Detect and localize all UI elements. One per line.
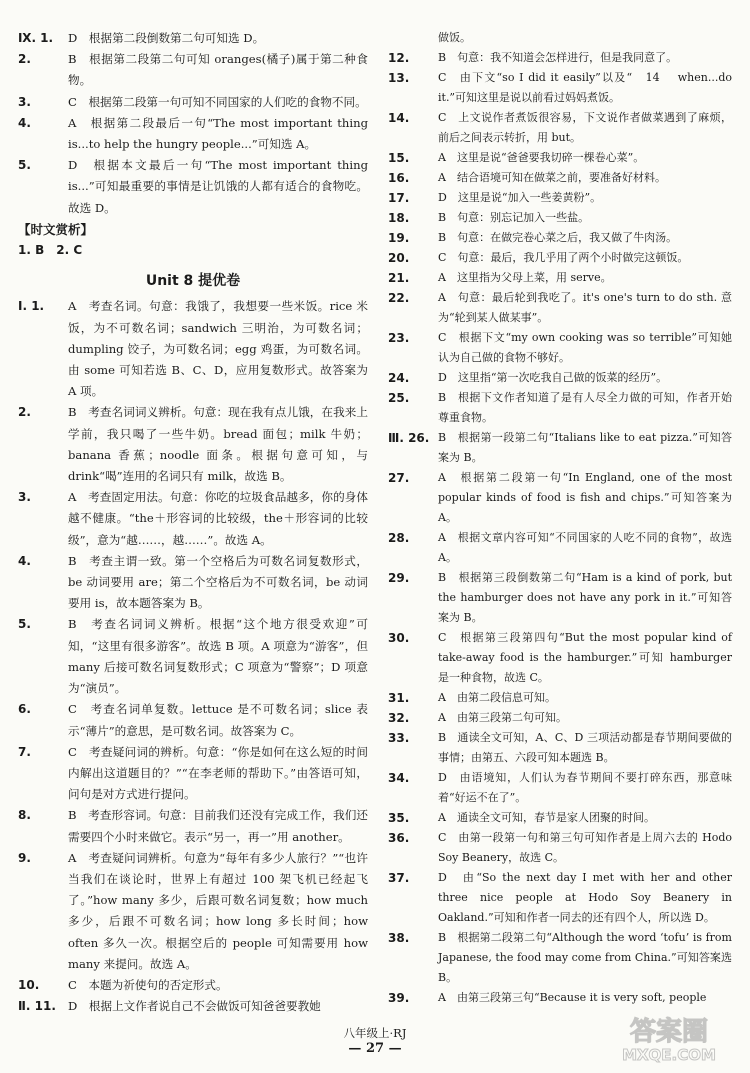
item-number: 36. <box>388 831 410 845</box>
answer-item <box>388 828 732 868</box>
item-text: D 根据本文最后一句“The most important thing is...”可知最重要的事情是让饥饿的人都有适合的食物吃。故选 D。 <box>68 158 368 215</box>
item-number: 21. <box>388 271 410 285</box>
answer-item <box>18 155 368 219</box>
item-text: B 考查名词词义辨析。根据“这个地方很受欢迎”可知，“这里有很多游客”。故选 B 项。A 项意为“游客”，但 many 后接可数名词复数形式；C 项意为“警察”；D 项意为“演员”。 <box>68 617 368 696</box>
answer-item <box>388 468 732 528</box>
item-text: A 根据第二段最后一句“The most important thing is...to help the hungry people...”可知选 A。 <box>68 115 368 152</box>
answer-item <box>18 551 368 615</box>
item-text: A 根据第二段第一句“In England, one of the most popular kinds of food is fish and chips.”可知答案为 A。 <box>438 471 732 524</box>
answer-item <box>388 808 732 828</box>
answer-item <box>18 49 368 91</box>
item-text: D 这里指“第一次吃我自己做的饭菜的经历”。 <box>438 371 668 384</box>
answer-item <box>18 92 368 113</box>
reading-appreciation-header: 【时文赏析】 <box>18 221 94 237</box>
item-number: 29. <box>388 571 410 585</box>
item-text: D 由“So the next day I met with her and other three nice people at Hodo Soy Beanery in Oakland.”可知和作者一同去的还有四个人，所以选 D。 <box>438 871 732 924</box>
item-number: 20. <box>388 251 410 265</box>
item-number: 30. <box>388 631 410 645</box>
svg-text:答案圈: 答案圈 <box>629 1017 709 1047</box>
answer-item <box>18 28 368 49</box>
item-text: B 句意：我不知道会怎样进行，但是我同意了。 <box>438 51 678 64</box>
answer-item <box>388 228 732 248</box>
item-number: 15. <box>388 151 410 165</box>
answer-item-continued <box>388 28 732 48</box>
item-text: A 考查疑问词辨析。句意为“每年有多少人旅行？”“也许当我们在谈论时，世界上有超过 100 架飞机已经起飞了。”how many 多少，后跟可数名词复数；how much 多少，后跟不可数名词；how long 多长时间；how often 多久一次。根据空后的 people 可知需要用 how many 来提问。故选 A。 <box>68 850 368 971</box>
item-text: A 这里是说“爸爸要我切碎一棵卷心菜”。 <box>438 151 645 164</box>
item-text: B 句意：别忘记加入一些盐。 <box>438 211 590 224</box>
item-text: C 根据下文“my own cooking was so terrible”可知她认为自己做的食物不够好。 <box>438 331 732 364</box>
item-number: 39. <box>388 991 410 1005</box>
answer-item <box>388 248 732 268</box>
item-text: B 根据第一段第二句“Italians like to eat pizza.”可知答案为 B。 <box>438 431 732 464</box>
item-text: A 由第二段信息可知。 <box>438 691 556 704</box>
answer-item <box>18 996 368 1017</box>
answer-item <box>388 988 732 1008</box>
answer-item <box>388 288 732 328</box>
item-text: C 根据第二段第一句可知不同国家的人们吃的食物不同。 <box>68 94 367 109</box>
answer-item <box>18 113 368 155</box>
item-text: C 考查疑问词的辨析。句意：“你是如何在这么短的时间内解出这道题目的？”“在李老师的帮助下。”由答语可知，问句是对方式进行提问。 <box>68 744 368 802</box>
answer-item <box>18 487 368 551</box>
answer-item <box>388 368 732 388</box>
item-number: 10. <box>18 977 40 992</box>
answer-item <box>388 928 732 988</box>
section-1-answers <box>18 296 368 996</box>
item-text: B 根据第二段第二句可知 oranges(橘子)属于第二种食物。 <box>68 52 368 88</box>
item-text: A 考查固定用法。句意：你吃的垃圾食品越多，你的身体越不健康。“the＋形容词的比较级，the＋形容词的比较级”，意为“越……，越……”。故选 A。 <box>68 490 368 547</box>
item-text: A 考查名词。句意：我饿了，我想要一些米饭。rice 米饭，为不可数名词；sandwich 三明治，为可数名词；dumpling 饺子，为可数名词；egg 鸡蛋，为可数名词。由 some 可知若选 B、C、D，应用复数形式。故答案为 A 项。 <box>68 299 368 399</box>
item-number: 4. <box>18 115 31 130</box>
answer-item <box>388 708 732 728</box>
answer-item <box>388 428 732 468</box>
item-number: Ⅰ. 1. <box>18 299 45 314</box>
item-number: Ⅱ. 11. <box>18 999 56 1014</box>
item-number: 31. <box>388 691 410 705</box>
item-number: 17. <box>388 191 410 205</box>
answer-item <box>388 48 732 68</box>
item-number: 5. <box>18 158 31 173</box>
answer-item <box>18 699 368 741</box>
item-number: 35. <box>388 811 410 825</box>
item-text: B 考查主谓一致。第一个空格后为可数名词复数形式，be 动词要用 are；第二个空格后为不可数名词，be 动词要用 is，故本题答案为 B。 <box>68 553 368 611</box>
item-number: 2. <box>18 52 31 67</box>
item-text: D 根据上文作者说自己不会做饭可知爸爸要教她 <box>68 999 321 1014</box>
item-number: 14. <box>388 111 410 125</box>
item-number: Ⅸ. 1. <box>18 31 54 45</box>
answer-item <box>18 805 368 847</box>
item-number: 33. <box>388 731 410 745</box>
section-9-answers <box>18 28 368 219</box>
answer-item <box>388 768 732 808</box>
answer-item <box>388 728 732 768</box>
answer-item <box>388 148 732 168</box>
item-text: C 本题为祈使句的否定形式。 <box>68 977 228 992</box>
item-text: D 根据第二段倒数第二句可知选 D。 <box>68 31 265 45</box>
item-text: B 根据下文作者知道了是有人尽全力做的可知，作者开始尊重食物。 <box>438 391 732 424</box>
item-text: A 句意：最后轮到我吃了。it's one's turn to do sth. 意为“轮到某人做某事”。 <box>438 291 732 324</box>
answer-item <box>18 975 368 996</box>
item-text: B 根据第二段第二句“Although the word ‘tofu’ is from Japanese, the food may come from China.”可知答案选 B。 <box>438 931 732 984</box>
answer-item <box>388 528 732 568</box>
item-number: 28. <box>388 531 410 545</box>
section-2-answers <box>388 48 732 428</box>
item-number: 19. <box>388 231 410 245</box>
unit-title: Unit 8 提优卷 <box>145 273 241 290</box>
item-number: 34. <box>388 771 410 785</box>
item-number: Ⅲ. 26. <box>388 431 430 445</box>
item-number: 24. <box>388 371 410 385</box>
item-number: 9. <box>18 850 31 865</box>
item-number: 4. <box>18 553 31 568</box>
left-column <box>18 28 368 1017</box>
item-text: A 结合语境可知在做菜之前，要准备好材料。 <box>438 171 666 184</box>
svg-text:MXQE.COM: MXQE.COM <box>622 1046 716 1064</box>
answer-item <box>18 614 368 699</box>
item-text: 做饭。 <box>438 31 471 44</box>
answer-item <box>388 268 732 288</box>
answer-item <box>388 868 732 928</box>
answer-item <box>388 108 732 148</box>
answer-item <box>388 688 732 708</box>
item-text: A 这里指为父母上菜，用 serve。 <box>438 271 612 284</box>
item-text: D 这里是说“加入一些姜黄粉”。 <box>438 191 602 204</box>
answer-item <box>388 188 732 208</box>
item-number: 23. <box>388 331 410 345</box>
answer-item <box>18 742 368 806</box>
item-number: 32. <box>388 711 410 725</box>
item-text: C 考查名词单复数。lettuce 是不可数名词；slice 表示“薄片”的意思，是可数名词。故答案为 C。 <box>68 702 368 738</box>
answer-item <box>18 296 368 402</box>
answer-item <box>388 628 732 688</box>
answer-item <box>388 168 732 188</box>
item-number: 13. <box>388 71 410 85</box>
item-number: 6. <box>18 702 31 717</box>
item-text: B 根据第三段倒数第二句“Ham is a kind of pork, but the hamburger does not have any pork in it.”可知答案为 B。 <box>438 571 732 624</box>
answer-item <box>388 208 732 228</box>
right-column <box>388 28 732 1008</box>
item-text: C 句意：最后，我几乎用了两个小时做完这顿饭。 <box>438 251 689 264</box>
item-text: A 通读全文可知，春节是家人团聚的时间。 <box>438 811 655 824</box>
item-text: B 通读全文可知，A、C、D 三项活动都是春节期间要做的事情；由第五、六段可知本题选 B。 <box>438 731 732 764</box>
grade-label: 八年级上·RJ <box>343 1026 407 1040</box>
item-text: B 考查形容词。句意：目前我们还没有完成工作，我们还需要四个小时来做它。表示“另一，再一”用 another。 <box>68 808 368 844</box>
item-text: B 考查名词词义辨析。句意：现在我有点儿饿，在我来上学前，我只喝了一些牛奶。bread 面包；milk 牛奶；banana 香蕉；noodle 面条。根据句意可知，与 drink“喝”连用的名词只有 milk，故选 B。 <box>68 405 368 484</box>
item-number: 2. <box>18 405 31 420</box>
item-text: C 根据第三段第四句“But the most popular kind of take-away food is the hamburger.”可知 hamburger 是一种食物，故选 C。 <box>438 631 732 684</box>
page-number: — 27 — <box>348 1041 402 1056</box>
item-number: 25. <box>388 391 410 405</box>
item-number: 37. <box>388 871 410 885</box>
item-number: 16. <box>388 171 410 185</box>
item-number: 38. <box>388 931 410 945</box>
answer-item <box>388 388 732 428</box>
item-text: C 上文说作者煮饭很容易，下文说作者做菜遇到了麻烦，前后之间表示转折，用 but。 <box>438 111 732 144</box>
answer-item <box>18 402 368 487</box>
item-text: B 句意：在做完卷心菜之后，我又做了牛肉汤。 <box>438 231 678 244</box>
watermark-logo <box>594 1010 744 1066</box>
item-number: 22. <box>388 291 410 305</box>
answer-item <box>18 848 368 975</box>
item-text: D 由语境知，人们认为春节期间不要打碎东西，那意味着“好运不在了”。 <box>438 771 732 804</box>
item-number: 3. <box>18 94 31 109</box>
item-number: 27. <box>388 471 410 485</box>
section-3-answers <box>388 428 732 1008</box>
item-text: A 由第三段第三句“Because it is very soft, people <box>438 991 707 1004</box>
answer-item <box>388 568 732 628</box>
item-number: 18. <box>388 211 410 225</box>
item-number: 3. <box>18 490 31 505</box>
item-number: 7. <box>18 744 31 759</box>
answer-item <box>388 68 732 108</box>
item-text: A 由第三段第二句可知。 <box>438 711 567 724</box>
item-text: A 根据文章内容可知“不同国家的人吃不同的食物”，故选 A。 <box>438 531 732 564</box>
item-number: 5. <box>18 617 31 632</box>
reading-appreciation-answers: 1. B 2. C <box>18 243 83 258</box>
item-text: C 由第一段第一句和第三句可知作者是上周六去的 Hodo Soy Beanery，故选 C。 <box>438 831 732 864</box>
watermark-logo-icon <box>594 1010 744 1066</box>
item-text: C 由下文“so I did it easily”以及“ 14 when...do it.”可知这里是说以前看过妈妈煮饭。 <box>438 71 732 104</box>
item-number: 12. <box>388 51 410 65</box>
item-number: 8. <box>18 808 31 823</box>
answer-item <box>388 328 732 368</box>
